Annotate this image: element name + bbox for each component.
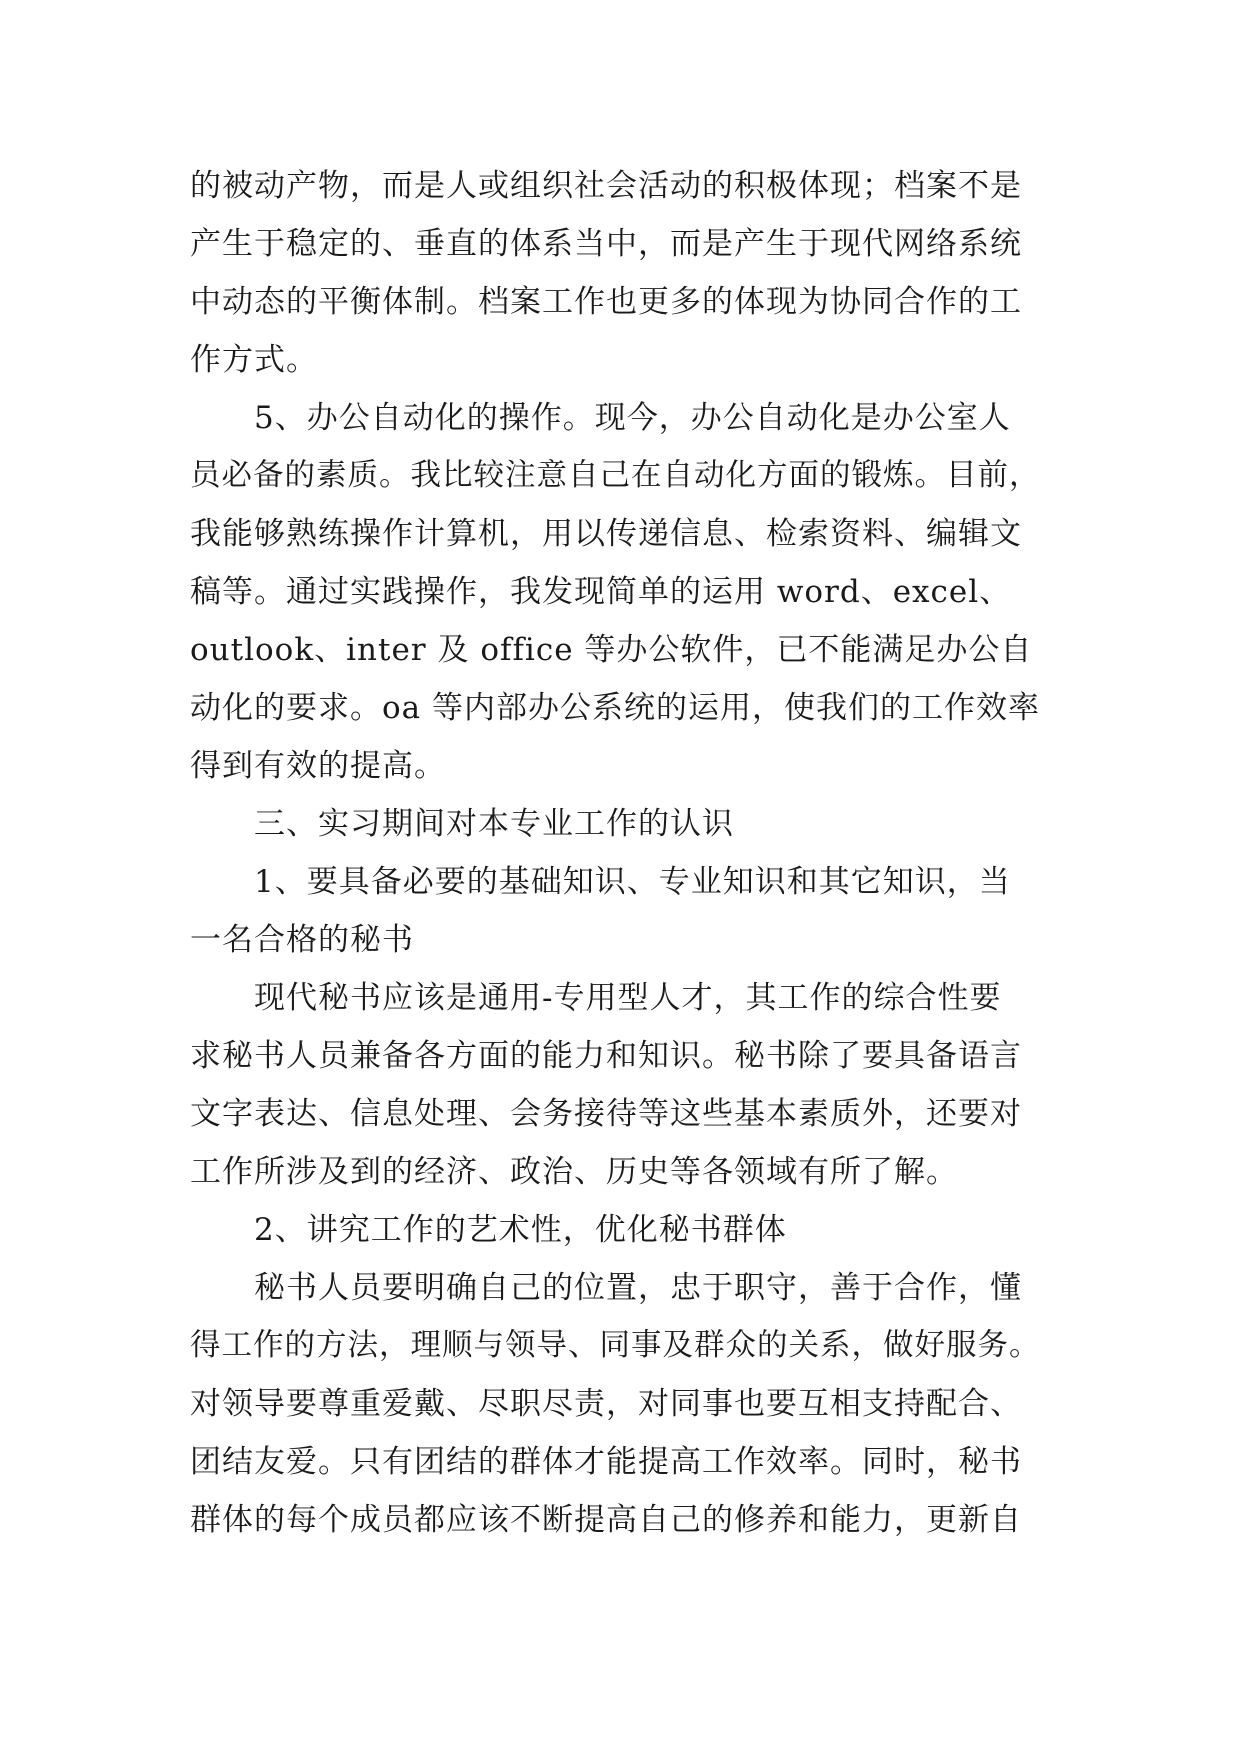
text-line: 2、讲究工作的艺术性，优化秘书群体 [254, 1212, 787, 1248]
text-line: 秘书人员要明确自己的位置，忠于职守，善于合作，懂 [254, 1270, 1022, 1306]
text-line: 1、要具备必要的基础知识、专业知识和其它知识，当 [254, 864, 1011, 900]
text-line: 团结友爱。只有团结的群体才能提高工作效率。同时，秘书 [190, 1444, 1022, 1480]
text-line: 群体的每个成员都应该不断提高自己的修养和能力，更新自 [190, 1502, 1022, 1538]
text-line: 中动态的平衡体制。档案工作也更多的体现为协同合作的工 [190, 284, 1022, 320]
text-line: 产生于稳定的、垂直的体系当中，而是产生于现代网络系统 [190, 226, 1022, 262]
text-line: 得工作的方法，理顺与领导、同事及群众的关系，做好服务。 [190, 1328, 1041, 1363]
text-line: outlook、inter 及 office 等办公软件，已不能满足办公自 [190, 632, 1033, 668]
text-line: 的被动产物，而是人或组织社会活动的积极体现；档案不是 [190, 168, 1022, 204]
document-body [190, 157, 1050, 1549]
text-line: 作方式。 [190, 342, 318, 378]
text-line: 求秘书人员兼备各方面的能力和知识。秘书除了要具备语言 [190, 1038, 1022, 1074]
text-line: 现代秘书应该是通用-专用型人才，其工作的综合性要 [254, 980, 1002, 1016]
text-line: 对领导要尊重爱戴、尽职尽责，对同事也要互相支持配合、 [190, 1386, 1022, 1422]
text-line: 动化的要求。oa 等内部办公系统的运用，使我们的工作效率 [190, 690, 1040, 726]
text-line: 三、实习期间对本专业工作的认识 [254, 806, 734, 842]
text-line: 一名合格的秘书 [190, 922, 414, 958]
text-line: 稿等。通过实践操作，我发现简单的运用 word、excel、 [190, 574, 1012, 610]
text-line: 员必备的素质。我比较注意自己在自动化方面的锻炼。目前， [190, 458, 1041, 493]
text-line: 文字表达、信息处理、会务接待等这些基本素质外，还要对 [190, 1096, 1022, 1132]
text-line: 工作所涉及到的经济、政治、历史等各领域有所了解。 [190, 1154, 958, 1190]
text-line: 得到有效的提高。 [190, 748, 446, 784]
text-line: 我能够熟练操作计算机，用以传递信息、检索资料、编辑文 [190, 516, 1022, 552]
text-line: 5、办公自动化的操作。现今，办公自动化是办公室人 [254, 400, 1011, 436]
